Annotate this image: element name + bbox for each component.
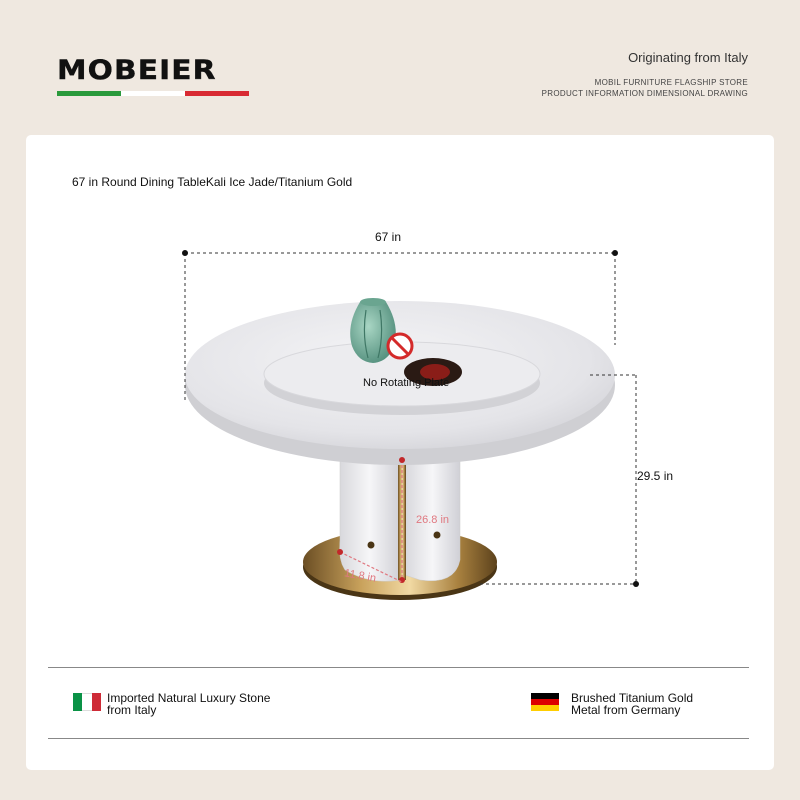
feature-germany	[531, 692, 711, 716]
width-endpoint-left	[182, 250, 188, 256]
base-width-label: 11.8 in	[343, 567, 378, 585]
divider-top	[48, 667, 749, 668]
store-text: MOBIL FURNITURE FLAGSHIP STORE	[594, 78, 748, 87]
italy-flag-icon	[73, 693, 101, 711]
no-rotation-icon	[388, 334, 412, 358]
width-endpoint-right	[612, 250, 618, 256]
height-endpoint	[633, 581, 639, 587]
base-height-label: 26.8 in	[416, 514, 450, 526]
logo-text: MOBEIER	[57, 55, 217, 86]
germany-flag-icon	[531, 693, 559, 711]
feature-italy	[73, 692, 287, 716]
height-label: 29.5 in	[637, 469, 674, 483]
no-rotating-label: No Rotating Plate	[363, 377, 450, 389]
feature-italy-text: Imported Natural Luxury Stone from Italy	[107, 691, 271, 717]
origin-text: Originating from Italy	[628, 50, 748, 65]
feature-germany-text: Brushed Titanium Gold Metal from Germany	[571, 691, 694, 717]
drawing-text: PRODUCT INFORMATION DIMENSIONAL DRAWING	[541, 89, 748, 98]
width-label: 67 in	[375, 230, 402, 244]
product-title: 67 in Round Dining TableKali Ice Jade/Titanium Gold	[72, 175, 353, 189]
divider-bottom	[48, 738, 749, 739]
